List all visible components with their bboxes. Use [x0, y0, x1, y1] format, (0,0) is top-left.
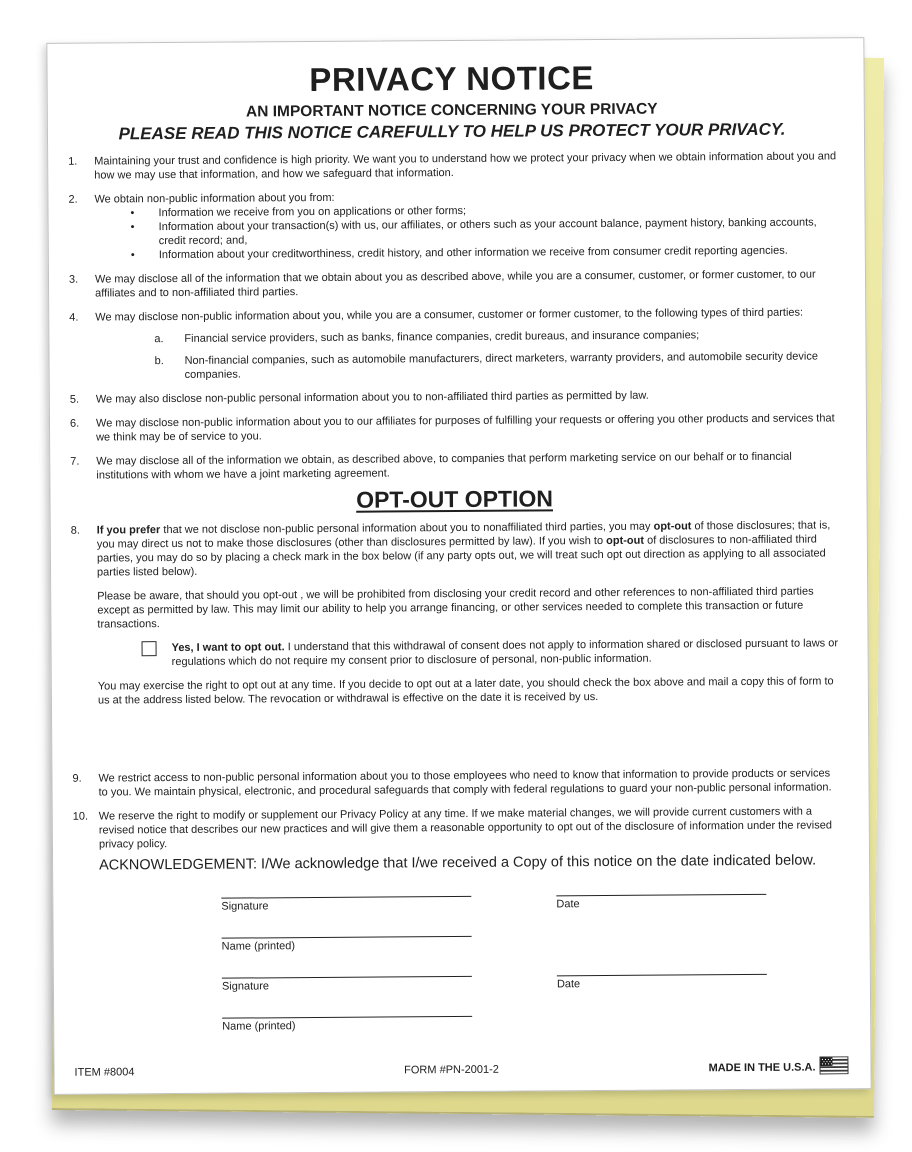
name-label: Name (printed)	[222, 1020, 296, 1033]
bullet-icon: •	[130, 207, 135, 220]
item-number: 6.	[69, 417, 80, 430]
name-label: Name (printed)	[221, 940, 296, 953]
lettered-item-b	[155, 349, 838, 382]
item-text-segment: of disclosures to non-affiliated third parties, you may do so by placing a check mark in the box below (if any party opts out, we will treat such opt out direction as applying to all associated parties listed below).	[96, 533, 826, 579]
date-field-2	[557, 974, 767, 991]
date-label: Date	[556, 978, 581, 991]
bullet-icon: •	[130, 249, 135, 262]
name-field-1	[222, 936, 472, 954]
bullet-text: Information we receive from you on applications or other forms;	[158, 204, 467, 220]
us-flag-icon	[819, 1056, 848, 1077]
signature-label: Signature	[221, 980, 270, 993]
item-text-segment: that we not disclose non-public personal information about you to nonaffiliated third parties, you may	[160, 520, 654, 537]
notice-item-6	[70, 411, 838, 444]
signature-block	[221, 893, 842, 1033]
item-text: We may disclose non-public information about you, while you are a consumer, customer or former customer, to the following types of third parties:	[95, 306, 804, 324]
item-text: We may disclose all of the information we obtain, as described above, to companies that perform marketing service on our behalf or to financial institutions with whom we have a joint marketing agreement.	[96, 450, 792, 482]
item-number: 3.	[68, 273, 79, 286]
footer-form-number: FORM #PN-2001-2	[404, 1063, 499, 1076]
lettered-item-a	[154, 327, 837, 346]
footer-item-number: ITEM #8004	[74, 1065, 135, 1079]
checkbox-cell	[142, 641, 172, 669]
signature-row-1	[221, 893, 841, 913]
name-field-2	[222, 1016, 472, 1034]
opt-out-heading: OPT-OUT OPTION	[356, 485, 554, 513]
date-label: Date	[556, 898, 580, 911]
bold-if-you-prefer: If you prefer	[96, 524, 161, 537]
signature-field-1	[221, 896, 471, 914]
bullet-icon: •	[130, 221, 135, 234]
item-text: We may disclose non-public information about you to our affiliates for purposes of fulfilling your requests or offering you other products and services that we think may be of service to you.	[95, 412, 835, 444]
opt-out-aware-paragraph: Please be aware, that should you opt-out , we will be prohibited from disclosing your credit record and other references to non-affiliated third parties except as permitted by law. This may limit our ability to help you arrange financing, or other services needed to complete this transaction or future transactions.	[97, 585, 814, 631]
item-body	[94, 187, 836, 262]
lettered-text: Financial service providers, such as banks, finance companies, credit bureaus, and insurance companies;	[184, 329, 700, 345]
opt-out-checkbox[interactable]	[142, 641, 157, 656]
opt-out-checkbox-row	[142, 636, 840, 669]
notice-item-9	[72, 766, 840, 799]
item-text-segment: of those disclosures; that is, you may direct us not to make those disclosures (other than disclosures permitted by law). If you wish to	[96, 519, 831, 551]
signature-field-2	[222, 976, 472, 994]
item-text: We restrict access to non-public personal information about you to those employees who need to know that information to provide products or services to you. We maintain physical, electronic, and procedural safeguards that comply with federal regulations to guard your non-public personal information.	[98, 767, 832, 799]
notice-item-2	[68, 187, 836, 262]
subtitle-read-carefully: PLEASE READ THIS NOTICE CAREFULLY TO HELP US PROTECT YOUR PRIVACY.	[118, 119, 786, 144]
item-number: 4.	[69, 311, 79, 324]
letter-label: b.	[154, 355, 164, 368]
item-number: 9.	[72, 772, 82, 785]
lettered-list	[154, 327, 837, 382]
page-title: PRIVACY NOTICE	[309, 59, 594, 99]
item-number: 5.	[69, 393, 80, 406]
item-text: Maintaining your trust and confidence is high priority. We want you to understand how we protect your privacy when we obtain information about you and how we may use that information, and how we safeguard that information.	[94, 150, 837, 182]
lettered-text: Non-financial companies, such as automobile manufacturers, direct marketers, warranty providers, and automobile security device companies.	[184, 350, 818, 381]
item-number: 8.	[70, 524, 80, 537]
bullet-text: Information about your transaction(s) with us, our affiliates, or others such as your account balance, payment history, banking accounts, credit record; and,	[158, 216, 817, 248]
item-text: We reserve the right to modify or supplement our Privacy Policy at any time. If we make material changes, we will provide current customers with a revised notice that describes our new practices and will give them a reasonable opportunity to opt out of the disclosure of information under the revised privacy policy.	[98, 805, 833, 851]
item-number: 7.	[70, 455, 80, 468]
acknowledgement-line: ACKNOWLEDGEMENT: I/We acknowledge that I/we received a Copy of this notice on the date indicated below.	[99, 852, 817, 874]
item-text	[97, 518, 839, 579]
bold-opt-out-1: opt-out	[653, 520, 692, 533]
notice-item-3	[69, 267, 837, 300]
item-number: 2.	[68, 193, 78, 206]
name-row-2	[222, 1013, 842, 1033]
notice-item-10	[73, 804, 841, 851]
checkbox-label-rest: I understand that this withdrawal of consent does not apply to information shared or disclosed pursuant to laws or regulations which do not require my consent prior to disclosure of personal, non-public information.	[171, 637, 839, 669]
notice-item-7	[70, 449, 838, 482]
column-spacer	[472, 975, 557, 992]
date-field-1	[556, 894, 766, 911]
made-in-usa-text: MADE IN THE U.S.A.	[708, 1061, 816, 1074]
notice-item-8	[71, 518, 839, 579]
notice-item-5	[70, 387, 838, 406]
letter-label: a.	[154, 333, 164, 346]
form-footer	[74, 1056, 848, 1082]
notice-item-4	[69, 305, 837, 382]
item-text: We may also disclose non-public personal information about you to non-affiliated third parties as permitted by law.	[95, 389, 649, 406]
privacy-notice-page	[46, 37, 871, 1095]
footer-made-in-usa	[628, 1056, 848, 1079]
item-text: We may disclose all of the information that we obtain about you as described above, while you are a consumer, customer, or former customer, to our affiliates and to non-affiliated third parties.	[94, 268, 816, 300]
bold-opt-out-2: opt-out	[606, 534, 645, 547]
bullet-text: Information about your creditworthiness, credit history, and other information we receive from consumer credit reporting agencies.	[158, 244, 788, 262]
opt-out-checkbox-label	[172, 636, 840, 669]
item-body	[95, 305, 837, 382]
bullet-list	[128, 201, 836, 262]
name-row-1	[222, 933, 842, 953]
column-spacer	[471, 895, 556, 912]
notice-item-1	[68, 149, 836, 182]
item-text: We obtain non-public information about you from:	[94, 191, 335, 206]
item-number: 10.	[72, 810, 89, 823]
signature-label: Signature	[221, 900, 269, 913]
opt-out-exercise-paragraph: You may exercise the right to opt out at any time. If you decide to opt out at a later date, you should check the box above and mail a copy this of form to us at the address listed below. The revocation or withdrawal is effective on the date it is received by us.	[97, 675, 834, 707]
checkbox-label-bold: Yes, I want to opt out.	[171, 641, 285, 655]
subtitle-important-notice: AN IMPORTANT NOTICE CONCERNING YOUR PRIVACY	[245, 100, 658, 121]
document-header	[67, 58, 836, 144]
signature-row-2	[222, 973, 842, 993]
item-number: 1.	[68, 155, 78, 168]
